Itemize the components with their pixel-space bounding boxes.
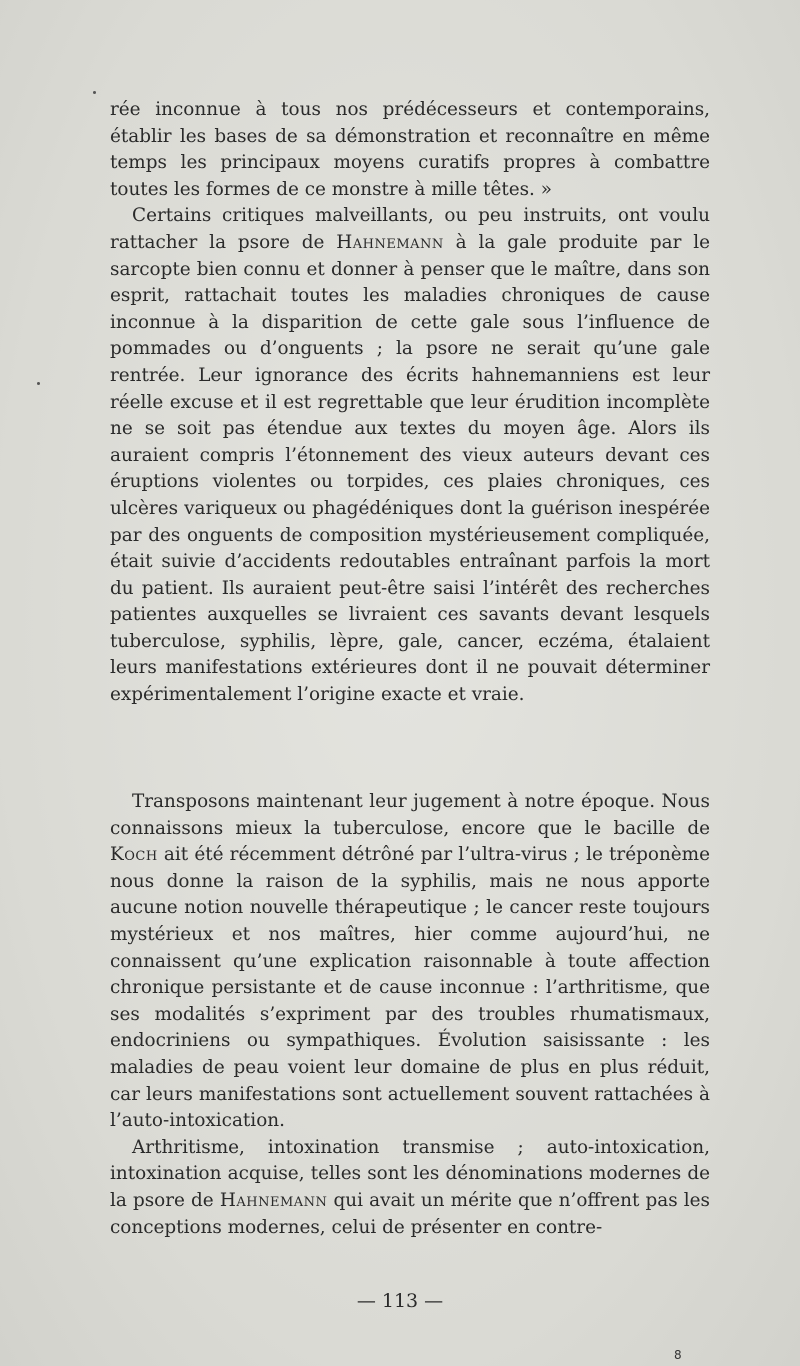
paragraph-transposons-text-1: Transposons maintenant leur jugement à notre époque. Nous connaissons mieux la tuberculose, encore que le bacille de [110, 791, 710, 839]
author-name-hahnemann: Hahnemann [336, 231, 444, 253]
sheet-signature-number: 8 [674, 1348, 682, 1362]
paragraph-critics-text-1: Certains critiques malveillants, ou peu instruits, ont voulu rattacher la psore de [110, 205, 710, 253]
paragraph-transposons [110, 789, 710, 1135]
paragraph-arthritisme-text-1: Arthritisme, intoxination transmise ; auto-intoxication, intoxination acquise, telles sont les dénominations modernes de la psore de [110, 1136, 710, 1211]
paragraph-critics [110, 203, 710, 708]
upper-text-block [110, 97, 710, 709]
paragraph-opening: rée inconnue à tous nos prédécesseurs et contemporains, établir les bases de sa démonstration et reconnaître en même temps les principaux moyens curatifs propres à combattre toutes les formes de ce monstre à mille têtes. » [110, 99, 710, 200]
page-number: — 113 — [356, 1290, 444, 1312]
paragraph-arthritisme-text-2: qui avait un mérite que n’offrent pas les conceptions modernes, celui de présenter en contre- [110, 1189, 710, 1238]
paragraph-transposons-text-2: ait été récemment détrôné par l’ultra-virus ; le tréponème nous donne la raison de la syphilis, mais ne nous apporte aucune notion nouvelle thérapeutique ; le cancer reste toujours mystérieux et nos maîtres, hier comme aujourd’hui, ne connaissent qu’une explication raisonnable à toute affection chronique persistante et de cause inconnue : l’arthritisme, que ses modalités s’expriment par des troubles rhumatismaux, endocriniens ou sympathiques. Évolution saisissante : les maladies de peau voient leur domaine de plus en plus réduit, car leurs manifestations sont actuellement souvent rattachées à l’auto-intoxication. [110, 844, 710, 1132]
author-name-koch: Koch [110, 844, 158, 866]
author-name-hahnemann-2: Hahnemann [219, 1189, 328, 1211]
paragraph-arthritisme [110, 1135, 710, 1241]
paper-speck [93, 91, 96, 94]
paragraph-critics-text-2: à la gale produite par le sarcopte bien connu et donner à penser que le maître, dans son esprit, rattachait toutes les maladies chroniques de cause inconnue à la disparition de cette gale sous l’influence de pommades ou d’onguents ; la psore ne serait qu’une gale rentrée. Leur ignorance des écrits hahnemanniens est leur réelle excuse et il est regrettable que leur érudition incomplète ne se soit pas étendue aux textes du moyen âge. Alors ils auraient compris l’étonnement des vieux auteurs devant ces éruptions violentes ou torpides, ces plaies chroniques, ces ulcères variqueux ou phagédéniques dont la guérison inespérée par des onguents de composition mystérieusement compliquée, était suivie d’accidents redoutables entraînant parfois la mort du patient. Ils auraient peut-être saisi l’intérêt des recherches patientes auxquelles se livraient ces savants devant lesquels tuberculose, syphilis, lèpre, gale, cancer, eczéma, étalaient leurs manifestations extérieures dont il ne pouvait déterminer expérimentalement l’origine exacte et vraie. [110, 231, 710, 706]
lower-text-block [110, 789, 710, 1241]
paper-speck [37, 382, 40, 385]
